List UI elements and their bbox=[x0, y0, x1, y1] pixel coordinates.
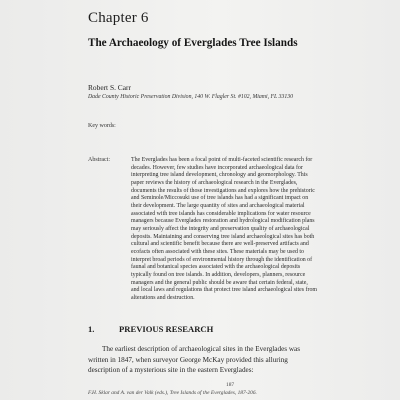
abstract-line: managers because Everglades restoration and hydrological modification plans bbox=[131, 218, 315, 225]
abstract-line: their development. The large quantity of sites and archaeological material bbox=[131, 202, 305, 209]
abstract-line: decades. However, few studies have incorporated archaeological data for bbox=[131, 164, 303, 171]
abstract-line: may seriously affect the integrity and preservation quality of archaeological bbox=[131, 225, 310, 232]
author-name: Robert S. Carr bbox=[88, 83, 131, 92]
abstract-line: cultural and scientific benefit because there are well-preserved artifacts and bbox=[131, 241, 309, 248]
abstract-line: and local laws and regulations that protect tree island archaeological sites from bbox=[131, 287, 317, 294]
body-paragraph bbox=[88, 344, 360, 376]
page-number: 187 bbox=[226, 382, 235, 388]
abstract-line: documents the results of those investigations and explores how the prehistoric bbox=[131, 187, 315, 194]
footer-citation: F.H. Sklar and A. van der Valk (eds.), Tree Islands of the Everglades, 187-206. bbox=[88, 390, 257, 396]
abstract-line: faunal and botanical species associated with the archaeological deposits bbox=[131, 264, 301, 271]
abstract-line: alterations and destruction. bbox=[131, 294, 195, 301]
body-line: description of a mysterious site in the eastern Everglades: bbox=[88, 366, 254, 375]
abstract-line: The Everglades has been a focal point of multi-faceted scientific research for bbox=[131, 157, 313, 163]
author-affiliation: Dade County Historic Preservation Division, 140 W. Flagler St. #102, Miami, FL 33130 bbox=[88, 94, 294, 100]
key-words-label: Key words: bbox=[88, 123, 116, 129]
abstract-line: associated with tree islands has considerable implications for water resource bbox=[131, 210, 311, 217]
abstract-line: deposits. Maintaining and conserving tree island archaeological sites has both bbox=[131, 233, 315, 240]
body-line: written in 1847, when surveyor George McKay provided this alluring bbox=[88, 355, 288, 364]
abstract-line: typically found on tree islands. In addition, developers, planners, resource bbox=[131, 271, 306, 278]
chapter-title: The Archaeology of Everglades Tree Islands bbox=[88, 37, 298, 49]
abstract-text bbox=[131, 157, 376, 302]
abstract-line: paper reviews the history of archaeological research in the Everglades, bbox=[131, 179, 298, 186]
abstract-label: Abstract: bbox=[88, 157, 110, 163]
abstract-line: interpret broad periods of environmental history through the identification of bbox=[131, 256, 313, 263]
section-number: 1. bbox=[88, 324, 95, 334]
section-title: PREVIOUS RESEARCH bbox=[119, 324, 214, 334]
abstract-line: ecofacts often associated with these sites. These materials may be used to bbox=[131, 248, 304, 255]
abstract-line: managers and the general public should be aware that certain federal, state, bbox=[131, 279, 308, 286]
abstract-line: and Seminole/Miccosuki use of tree islands has had a significant impact on bbox=[131, 195, 309, 202]
abstract-line: interpreting tree island development, chronology and geomorphology. This bbox=[131, 172, 308, 179]
body-line: The earliest description of archaeological sites in the Everglades was bbox=[102, 345, 301, 353]
chapter-heading: Chapter 6 bbox=[88, 10, 149, 26]
